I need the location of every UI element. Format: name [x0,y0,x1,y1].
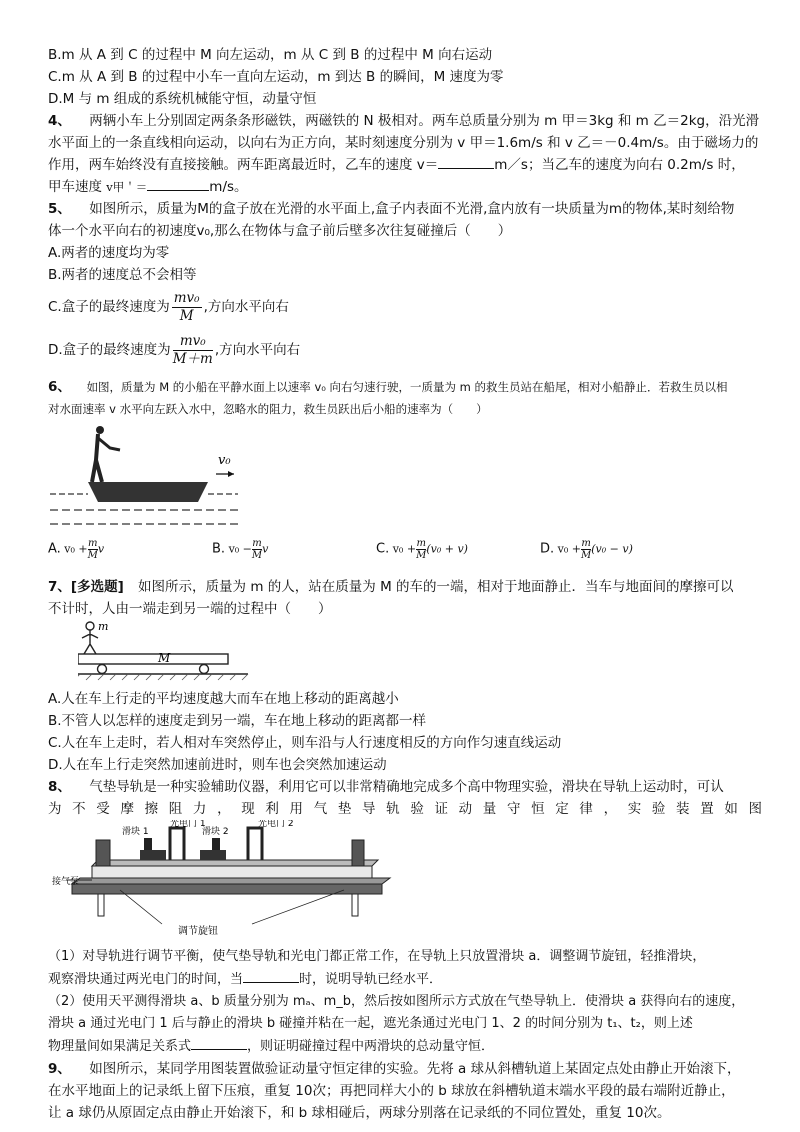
q8-p2a: （2）使用天平测得滑块 a、b 质量分别为 mₐ、m_b，然后按如图所示方式放在气垫导轨上．使滑块 a 获得向右的速度， [48,994,745,1009]
fraction-denominator: M＋m [172,350,213,367]
q8-p1b-text-end: 时，说明导轨已经水平． [299,972,443,987]
q5-line2: 体一个水平向右的初速度v₀,那么在物体与盒子前后壁多次往复碰撞后（ ） [48,223,512,239]
q9-number: 9、 [48,1061,71,1077]
q8-p2c-text: 物理量间如果满足关系式 [48,1039,192,1054]
slider-2-flag [212,838,220,850]
option-letter: D. [540,541,555,557]
q4-v-jia-symbol: v甲＇＝ [106,180,148,194]
option-fraction [416,538,426,561]
track-end-block [352,840,364,866]
q6-text1: 如图，质量为 M 的小船在平静水面上以速率 v₀ 向右匀速行驶，一质量为 m 的救生员站在船尾，相对小船静止．若救生员以相 [86,380,728,394]
q7-option-b: B.不管人以怎样的速度走到另一端，车在地上移动的距离都一样 [48,713,427,729]
q5-line1 [48,198,768,220]
q5-option-c-label: C.盒子的最终速度为 [48,299,170,315]
photogate-2-label: 光电门 2 [258,820,294,829]
q8-blank-2[interactable] [191,1035,247,1050]
option-letter: C. [376,541,390,557]
option-term: v₀ − [228,542,252,556]
slider-1-label: 滑块 1 [122,827,149,837]
q7-tag: [多选题] [70,579,124,595]
q3-option-c: C.m 从 A 到 B 的过程中小车一直向左运动，m 到达 B 的瞬间，M 速度为零 [48,69,504,85]
q5-option-d-label: D.盒子的最终速度为 [48,342,171,358]
q4-line4 [48,176,768,198]
air-track-top [92,860,378,866]
q9-line3: 让 a 球仍从原固定点由静止开始滚下，和 b 球相碰后，两球分别落在记录纸的不同位置处，重复 10次。 [48,1105,671,1121]
slider-1-flag [144,838,152,850]
q7-option-a: A.人在车上行走的平均速度越大而车在地上移动的距离越小 [48,691,399,707]
q3-option-d: D.M 与 m 组成的系统机械能守恒，动量守恒 [48,91,317,107]
q6-option-b [212,538,268,561]
q8-p1b-text: 观察滑块通过两光电门的时间，当 [48,972,244,987]
q6-line2: 对水面速率 v 水平向左跃入水中，忽略水的阻力，救生员跃出后小船的速率为（ ） [48,402,488,416]
q4-line3 [48,154,768,176]
q8-p2c [48,1035,768,1058]
q6-line1 [48,376,768,398]
q9-line1 [48,1058,768,1080]
track-base [72,884,382,894]
q9-line2: 在水平地面上的记录纸上留下压痕，重复 10次；再把同样大小的 b 球放在斜槽轨道末端水平段的最右端附近静止， [48,1083,735,1099]
exam-page [48,44,768,1124]
q4-line1 [48,110,768,132]
q7-cart-figure [78,620,258,682]
q8-line2: 为不受摩擦阻力，现利用气垫导轨验证动量守恒定律，实验装置如图 [48,801,768,817]
option-term: v₀ + [64,542,88,556]
q4-blank-2[interactable] [147,176,209,191]
boat-hull [88,482,208,502]
table-leg [98,894,104,916]
slider-1 [140,850,166,860]
slider-2 [200,850,226,860]
q5-text1: 如图所示，质量为M的盒子放在光滑的水平面上,盒子内表面不光滑,盒内放有一块质量为m的物体,某时刻给物 [89,201,735,217]
slider-2-label: 滑块 2 [202,827,229,837]
q8-text1: 气垫导轨是一种实验辅助仪器，利用它可以非常精确地完成多个高中物理实验，滑块在导轨上运动时，可认 [89,779,724,795]
ground-hatching [78,674,248,680]
fraction-denominator: M [87,550,98,561]
q8-p1a: （1）对导轨进行调节平衡，使气垫导轨和光电门都正常工作，在导轨上只放置滑块 a．调整调节旋钮，轻推滑块， [48,949,706,964]
q5-option-d [48,328,768,372]
q8-blank-1[interactable] [243,968,299,983]
q6-options [48,532,768,576]
q8-p2b: 滑块 a 通过光电门 1 后与静止的滑块 b 碰撞并粘在一起，遮光条通过光电门 1、2 的时间分别为 t₁、t₂，则上述 [48,1016,693,1031]
q8-air-track-figure [52,820,392,944]
q4-text1: 两辆小车上分别固定两条条形磁铁，两磁铁的 N 极相对。两车总质量分别为 m 甲＝3kg 和 m 乙＝2kg，沿光滑 [89,113,760,129]
lifeguard-figure [92,426,120,482]
q4-text3a: 作用，两车始终没有直接接触。两车距离最近时，乙车的速度 v＝ [48,157,439,173]
track-base-top [72,878,390,884]
photogate-2 [248,828,262,860]
q6-boat-figure [48,420,238,532]
option-factor: v [262,542,269,556]
cart-wheel [200,665,209,674]
knob-pointer [252,890,344,924]
q5-option-d-direction: ,方向水平向右 [214,342,301,358]
fraction-numerator: m [88,538,98,549]
q7-line2: 不计时，人由一端走到另一端的过程中（ ） [48,601,332,617]
option-factor: v [97,542,105,556]
fraction-numerator: m [581,538,591,549]
person-figure [82,622,98,654]
q8-number: 8、 [48,779,71,795]
photogate-1 [170,828,184,860]
cart-body [78,654,228,664]
q5-option-d-fraction [173,333,213,368]
knob-pointer [120,890,162,924]
adjust-knob-label: 调节旋钮 [178,926,218,937]
air-pump-label: 接气泵 [52,877,80,887]
photogate-1-label: 光电门 1 [170,820,206,829]
q9-text1: 如图所示，某同学用图装置做验证动量守恒定律的实验。先将 a 球从斜槽轨道上某固定点处由静止开始滚下， [89,1061,741,1077]
q3-option-b: B.m 从 A 到 C 的过程中 M 向左运动，m 从 C 到 B 的过程中 M 向右运动 [48,47,493,63]
option-letter: B. [212,541,226,557]
option-fraction [88,538,98,561]
option-fraction [581,538,591,561]
option-factor: (v₀ + v) [426,542,468,556]
q7-number: 7、 [48,579,71,595]
q8-p1b [48,968,768,991]
fraction-numerator: mv₀ [173,333,213,351]
option-fraction [252,538,262,561]
q4-line2: 水平面上的一条直线相向运动，以向右为正方向，某时刻速度分别为 v 甲＝1.6m/s 和 v 乙＝－0.4m/s。由于磁场力的 [48,135,759,151]
table-leg [352,894,358,916]
q7-line1 [48,576,768,598]
q4-text4a: 甲车速度 [48,179,102,195]
fraction-denominator: M [416,550,427,561]
option-term: v₀ + [557,542,581,556]
fraction-denominator: M [251,550,263,561]
q6-option-a [48,538,104,561]
q7-option-c: C.人在车上走时，若人相对车突然停止，则车沿与人行速度相反的方向作匀速直线运动 [48,735,562,751]
q4-number: 4、 [48,113,71,129]
fraction-numerator: m [252,538,262,549]
q6-option-d [540,538,633,561]
q5-option-a: A.两者的速度均为零 [48,245,170,261]
velocity-label: v₀ [218,453,231,468]
fraction-numerator: mv₀ [173,289,200,306]
fraction-denominator: M [179,307,194,324]
q5-number: 5、 [48,201,71,217]
q7-option-d: D.人在车上行走突然加速前进时，则车也会突然加速运动 [48,757,387,773]
fraction-numerator: m [416,538,426,549]
person-mass-label: m [98,620,109,633]
velocity-arrow-head [228,471,234,477]
q8-p2c-text-end: ，则证明碰撞过程中两滑块的总动量守恒． [247,1039,495,1054]
q6-option-c [376,538,468,561]
q4-text3b: m／s；当乙车的速度为向右 0.2m/s 时， [494,157,745,173]
option-letter: A. [48,541,61,557]
q8-line1 [48,776,768,798]
q4-blank-1[interactable] [438,154,494,169]
track-end-block [96,840,110,866]
q5-option-c [48,286,768,328]
cart-wheel [98,665,107,674]
option-factor: (v₀ − v) [591,542,633,556]
cart-mass-label: M [158,651,171,665]
q7-text1: 如图所示，质量为 m 的人，站在质量为 M 的车的一端，相对于地面静止．当车与地面间的摩擦可以 [138,579,734,595]
q4-text4b: m/s。 [209,179,248,195]
q5-option-c-fraction [172,290,202,325]
fraction-denominator: M [581,550,592,561]
q5-option-b: B.两者的速度总不会相等 [48,267,197,283]
q6-number: 6、 [48,379,71,395]
option-term: v₀ + [392,542,417,556]
q5-option-c-direction: ,方向水平向右 [203,299,289,315]
